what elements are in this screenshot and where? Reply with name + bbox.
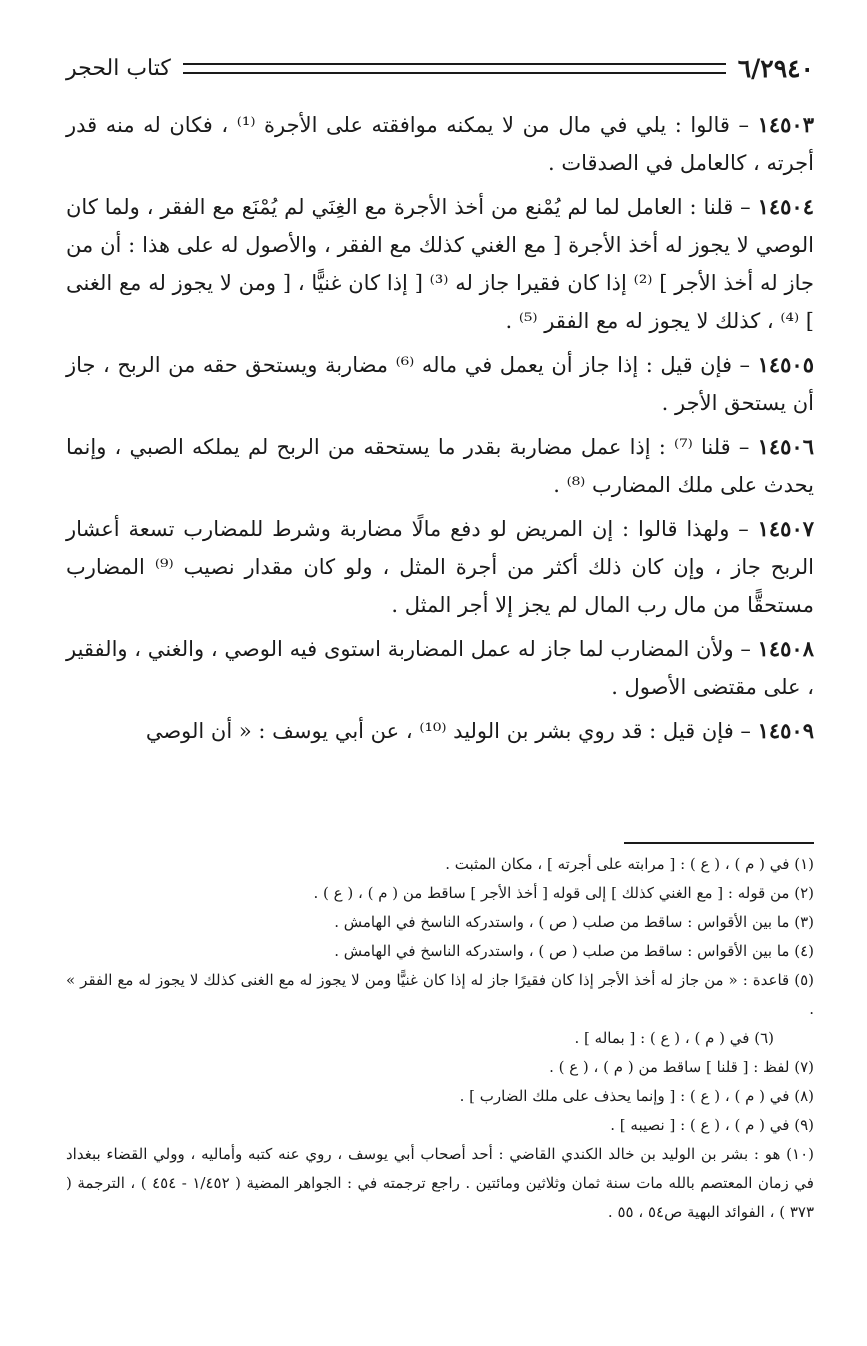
header-rule xyxy=(183,63,726,74)
paragraph: ١٤٥٠٦ – قلنا ⁽⁷⁾ : إذا عمل مضاربة بقدر ما يستحقه من الربح لم يملكه الصبي ، وإنما يحدث على ملك المضارب ⁽⁸⁾ . xyxy=(66,434,814,497)
paragraph-number: ١٤٥٠٦ xyxy=(757,434,814,459)
paragraph: ١٤٥٠٨ – ولأن المضارب لما جاز له عمل المضاربة استوى فيه الوصي ، والغني ، والفقير ، على مقتضى الأصول . xyxy=(66,636,814,699)
footnote-separator xyxy=(624,842,814,844)
footnote: (١٠) هو : بشر بن الوليد بن خالد الكندي القاضي : أحد أصحاب أبي يوسف ، روي عنه كتبه وأماليه ، وولي القضاء ببغداد في زمان المعتصم بالله مات سنة ثمان وثلاثين ومائتين . راجع ترجمته في : الجواهر المضية ( ١/٤٥٢ - ٤٥٤ ) ، الترجمة ( ٣٧٣ ) ، الفوائد البهية ص٥٤ ، ٥٥ . xyxy=(66,1145,814,1221)
paragraph-text: فإن قيل : قد روي بشر بن الوليد ⁽¹⁰⁾ ، عن أبي يوسف : « أن الوصي xyxy=(145,719,734,743)
paragraph-text: ولهذا قالوا : إن المريض لو دفع مالًا مضاربة وشرط للمضارب تسعة أعشار الربح جاز ، وإن كان ذلك أكثر من أجرة المثل ، ولو كان مقدار نصيب ⁽⁹⁾ المضارب مستحقًّا من مال رب المال لم يجز إلا أجر المثل . xyxy=(66,517,814,617)
paragraph-number: ١٤٥٠٩ xyxy=(757,718,814,743)
paragraph-number: ١٤٥٠٣ xyxy=(757,112,814,137)
paragraph-number: ١٤٥٠٥ xyxy=(757,352,814,377)
page-header xyxy=(66,48,814,88)
paragraph: ١٤٥٠٥ – فإن قيل : إذا جاز أن يعمل في ماله ⁽⁶⁾ مضاربة ويستحق حقه من الربح ، جاز أن يستحق الأجر . xyxy=(66,352,814,415)
paragraph-number: ١٤٥٠٧ xyxy=(757,516,815,541)
paragraph-text: قالوا : يلي في مال من لا يمكنه موافقته على الأجرة ⁽¹⁾ ، فكان له منه قدر أجرته ، كالعامل في الصدقات . xyxy=(66,113,814,175)
footnote: (٩) في ( م ) ، ( ع ) : [ نصيبه ] . xyxy=(610,1116,814,1134)
paragraph: ١٤٥٠٣ – قالوا : يلي في مال من لا يمكنه موافقته على الأجرة ⁽¹⁾ ، فكان له منه قدر أجرته ، كالعامل في الصدقات . xyxy=(66,112,814,175)
footnote: (٥) قاعدة : « من جاز له أخذ الأجر إذا كان فقيرًا جاز له إذا كان غنيًّا ومن لا يجوز له مع الغنى كذلك لا يجوز له مع الفقر » . xyxy=(66,971,814,1018)
footnote: (٣) ما بين الأقواس : ساقط من صلب ( ص ) ، واستدركه الناسخ في الهامش . xyxy=(334,913,814,931)
paragraph: ١٤٥٠٧ – ولهذا قالوا : إن المريض لو دفع مالًا مضاربة وشرط للمضارب تسعة أعشار الربح جاز ، وإن كان ذلك أكثر من أجرة المثل ، ولو كان مقدار نصيب ⁽⁹⁾ المضارب مستحقًّا من مال رب المال لم يجز إلا أجر المثل . xyxy=(66,516,815,617)
paragraph: ١٤٥٠٩ – فإن قيل : قد روي بشر بن الوليد ⁽¹⁰⁾ ، عن أبي يوسف : « أن الوصي xyxy=(145,718,814,743)
paragraph-number: ١٤٥٠٨ xyxy=(757,636,814,661)
footnote: (٦) في ( م ) ، ( ع ) : [ بماله ] . xyxy=(574,1029,774,1047)
footnote: (٤) ما بين الأقواس : ساقط من صلب ( ص ) ، واستدركه الناسخ في الهامش . xyxy=(334,942,814,960)
footnote: (٨) في ( م ) ، ( ع ) : [ وإنما يحذف على ملك الضارب ] . xyxy=(459,1087,814,1105)
paragraph-text: فإن قيل : إذا جاز أن يعمل في ماله ⁽⁶⁾ مضاربة ويستحق حقه من الربح ، جاز أن يستحق الأجر . xyxy=(66,353,814,415)
paragraph-text: قلنا : العامل لما لم يُمْنع من أخذ الأجرة مع الغِنَي لم يُمْنَع مع الفقر ، ولما كان الوصي لا يجوز له أخذ الأجرة [ مع الغني كذلك مع الفقر ، والأصول له على هذا : أن من جاز له أخذ الأجر ] ⁽²⁾ إذا كان فقيرا جاز له ⁽³⁾ [ إذا كان غنيًّا ، [ ومن لا يجوز له مع الغنى ] ⁽⁴⁾ ، كذلك لا يجوز له مع الفقر ⁽⁵⁾ . xyxy=(66,195,814,333)
paragraph-number: ١٤٥٠٤ xyxy=(757,194,814,219)
paragraph: ١٤٥٠٤ – قلنا : العامل لما لم يُمْنع من أخذ الأجرة مع الغِنَي لم يُمْنَع مع الفقر ، ولما كان الوصي لا يجوز له أخذ الأجرة [ مع الغني كذلك مع الفقر ، والأصول له على هذا : أن من جاز له أخذ الأجر ] ⁽²⁾ إذا كان فقيرا جاز له ⁽³⁾ [ إذا كان غنيًّا ، [ ومن لا يجوز له مع الغنى ] ⁽⁴⁾ ، كذلك لا يجوز له مع الفقر ⁽⁵⁾ . xyxy=(66,194,814,333)
footnote: (٢) من قوله : [ مع الغني كذلك ] إلى قوله [ أخذ الأجر ] ساقط من ( م ) ، ( ع ) . xyxy=(313,884,814,902)
main-text xyxy=(66,106,814,756)
footnotes xyxy=(66,850,814,1227)
footnote: (١) في ( م ) ، ( ع ) : [ مرابته على أجرته ] ، مكان المثبت . xyxy=(445,855,814,873)
page-number: ٦/٢٩٤٠ xyxy=(737,53,814,83)
paragraph-text: قلنا ⁽⁷⁾ : إذا عمل مضاربة بقدر ما يستحقه من الربح لم يملكه الصبي ، وإنما يحدث على ملك المضارب ⁽⁸⁾ . xyxy=(66,435,814,497)
footnote: (٧) لفظ : [ قلنا ] ساقط من ( م ) ، ( ع ) . xyxy=(549,1058,814,1076)
paragraph-text: ولأن المضارب لما جاز له عمل المضاربة استوى فيه الوصي ، والغني ، والفقير ، على مقتضى الأصول . xyxy=(66,637,814,699)
book-title: كتاب الحجر xyxy=(66,55,171,81)
